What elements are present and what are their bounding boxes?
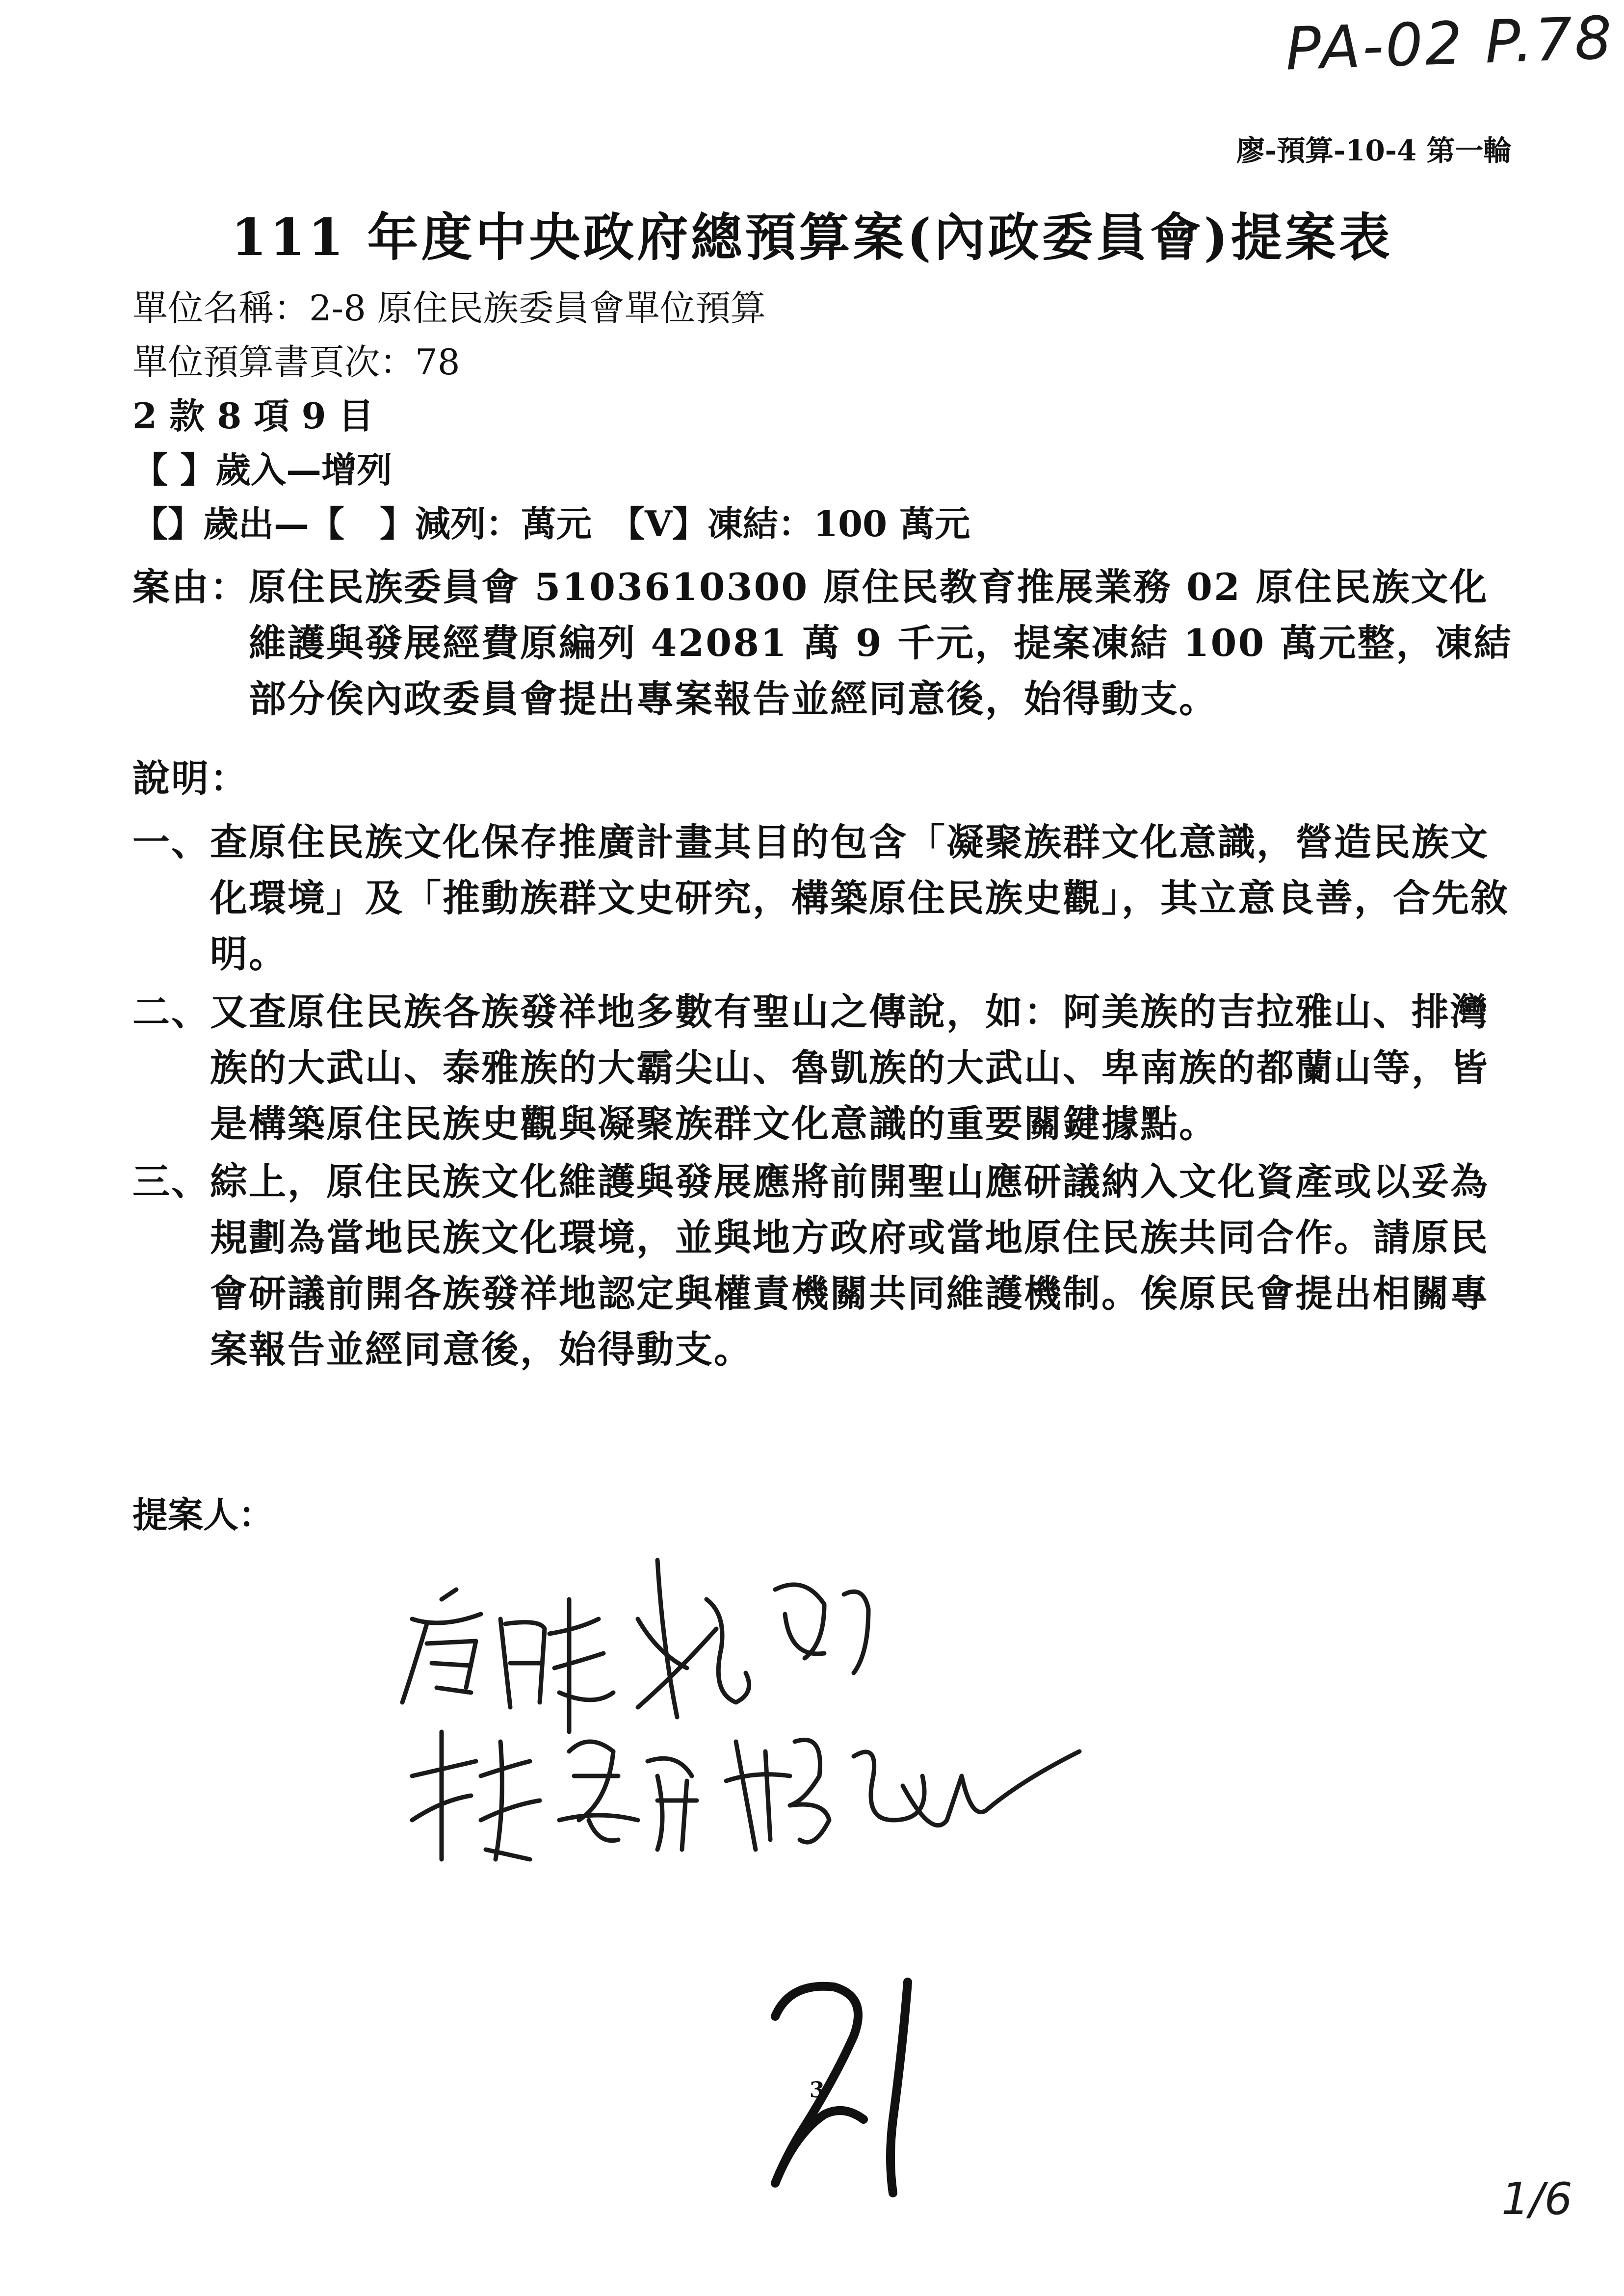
- explanation-item: [132, 814, 1526, 982]
- explanation-item: [132, 984, 1526, 1152]
- signature-stroke: [402, 1590, 481, 1702]
- case-text: 原住民族委員會 5103610300 原住民教育推展業務 02 原住民族文化維護與發展經費原編列 42081 萬 9 千元，提案凍結 100 萬元整，凍結部分俟內政委員會提出專案報告並經同意後，始得動支。: [249, 565, 1513, 721]
- handwritten-number: [746, 1972, 991, 2198]
- case-block: [132, 559, 1526, 727]
- explanation-label: 說明：: [132, 757, 249, 800]
- unit-name: 單位名稱：2-8 原住民族委員會單位預算: [132, 287, 766, 329]
- page-number: 3: [810, 2078, 825, 2103]
- case-label: 案由：: [132, 565, 249, 609]
- handwritten-fraction: 1/6: [1501, 2173, 1572, 2225]
- handwritten-signatures: [383, 1545, 1119, 1938]
- signature-stroke: [775, 1585, 868, 1673]
- item-text: 綜上，原住民族文化維護與發展應將前開聖山應研議納入文化資產或以妥為規劃為當地民族文化環境，並與地方政府或當地原住民族共同合作。請原民會研議前開各族發祥地認定與權責機關共同維護機制。俟原民會提出相關專案報告並經同意後，始得動支。: [210, 1160, 1489, 1371]
- item-number: 二、: [132, 990, 210, 1034]
- signature-stroke: [412, 1732, 540, 1859]
- budget-page: 單位預算書頁次：78: [132, 341, 460, 383]
- explanation-item: [132, 1154, 1526, 1378]
- signature-stroke: [638, 1560, 749, 1717]
- proposer-label: 提案人：: [132, 1494, 274, 1536]
- expense-line: 【】歲出—【 】減列：萬元 【V】凍結：100 萬元: [132, 503, 970, 545]
- item-number: 一、: [132, 820, 210, 864]
- revenue-line: 【 】歲入—增列: [132, 449, 393, 491]
- signature-stroke: [559, 1742, 697, 1850]
- item-text: 又查原住民族各族發祥地多數有聖山之傳說，如：阿美族的吉拉雅山、排灣族的大武山、泰雅族的大霸尖山、魯凱族的大武山、卑南族的都蘭山等，皆是構築原住民族史觀與凝聚族群文化意識的重要關鍵據點。: [210, 990, 1489, 1146]
- explanation-list: [132, 814, 1526, 1380]
- document-code: 廖-預算-10-4 第一輪: [1236, 134, 1512, 167]
- signature-stroke: [726, 1740, 829, 1850]
- item-number: 三、: [132, 1160, 210, 1203]
- item-code: 2 款 8 項 9 目: [132, 395, 374, 437]
- signature-stroke: [854, 1751, 1079, 1826]
- signature-stroke: [500, 1599, 613, 1732]
- handwritten-reference: PA-02 P.78: [1284, 4, 1615, 84]
- page-title: 111 年度中央政府總預算案(內政委員會)提案表: [231, 207, 1393, 267]
- handwritten-digit-1: [891, 1982, 908, 2193]
- item-text: 查原住民族文化保存推廣計畫其目的包含「凝聚族群文化意識，營造民族文化環境」及「推動族群文史研究，構築原住民族史觀」，其立意良善，合先敘明。: [210, 820, 1509, 976]
